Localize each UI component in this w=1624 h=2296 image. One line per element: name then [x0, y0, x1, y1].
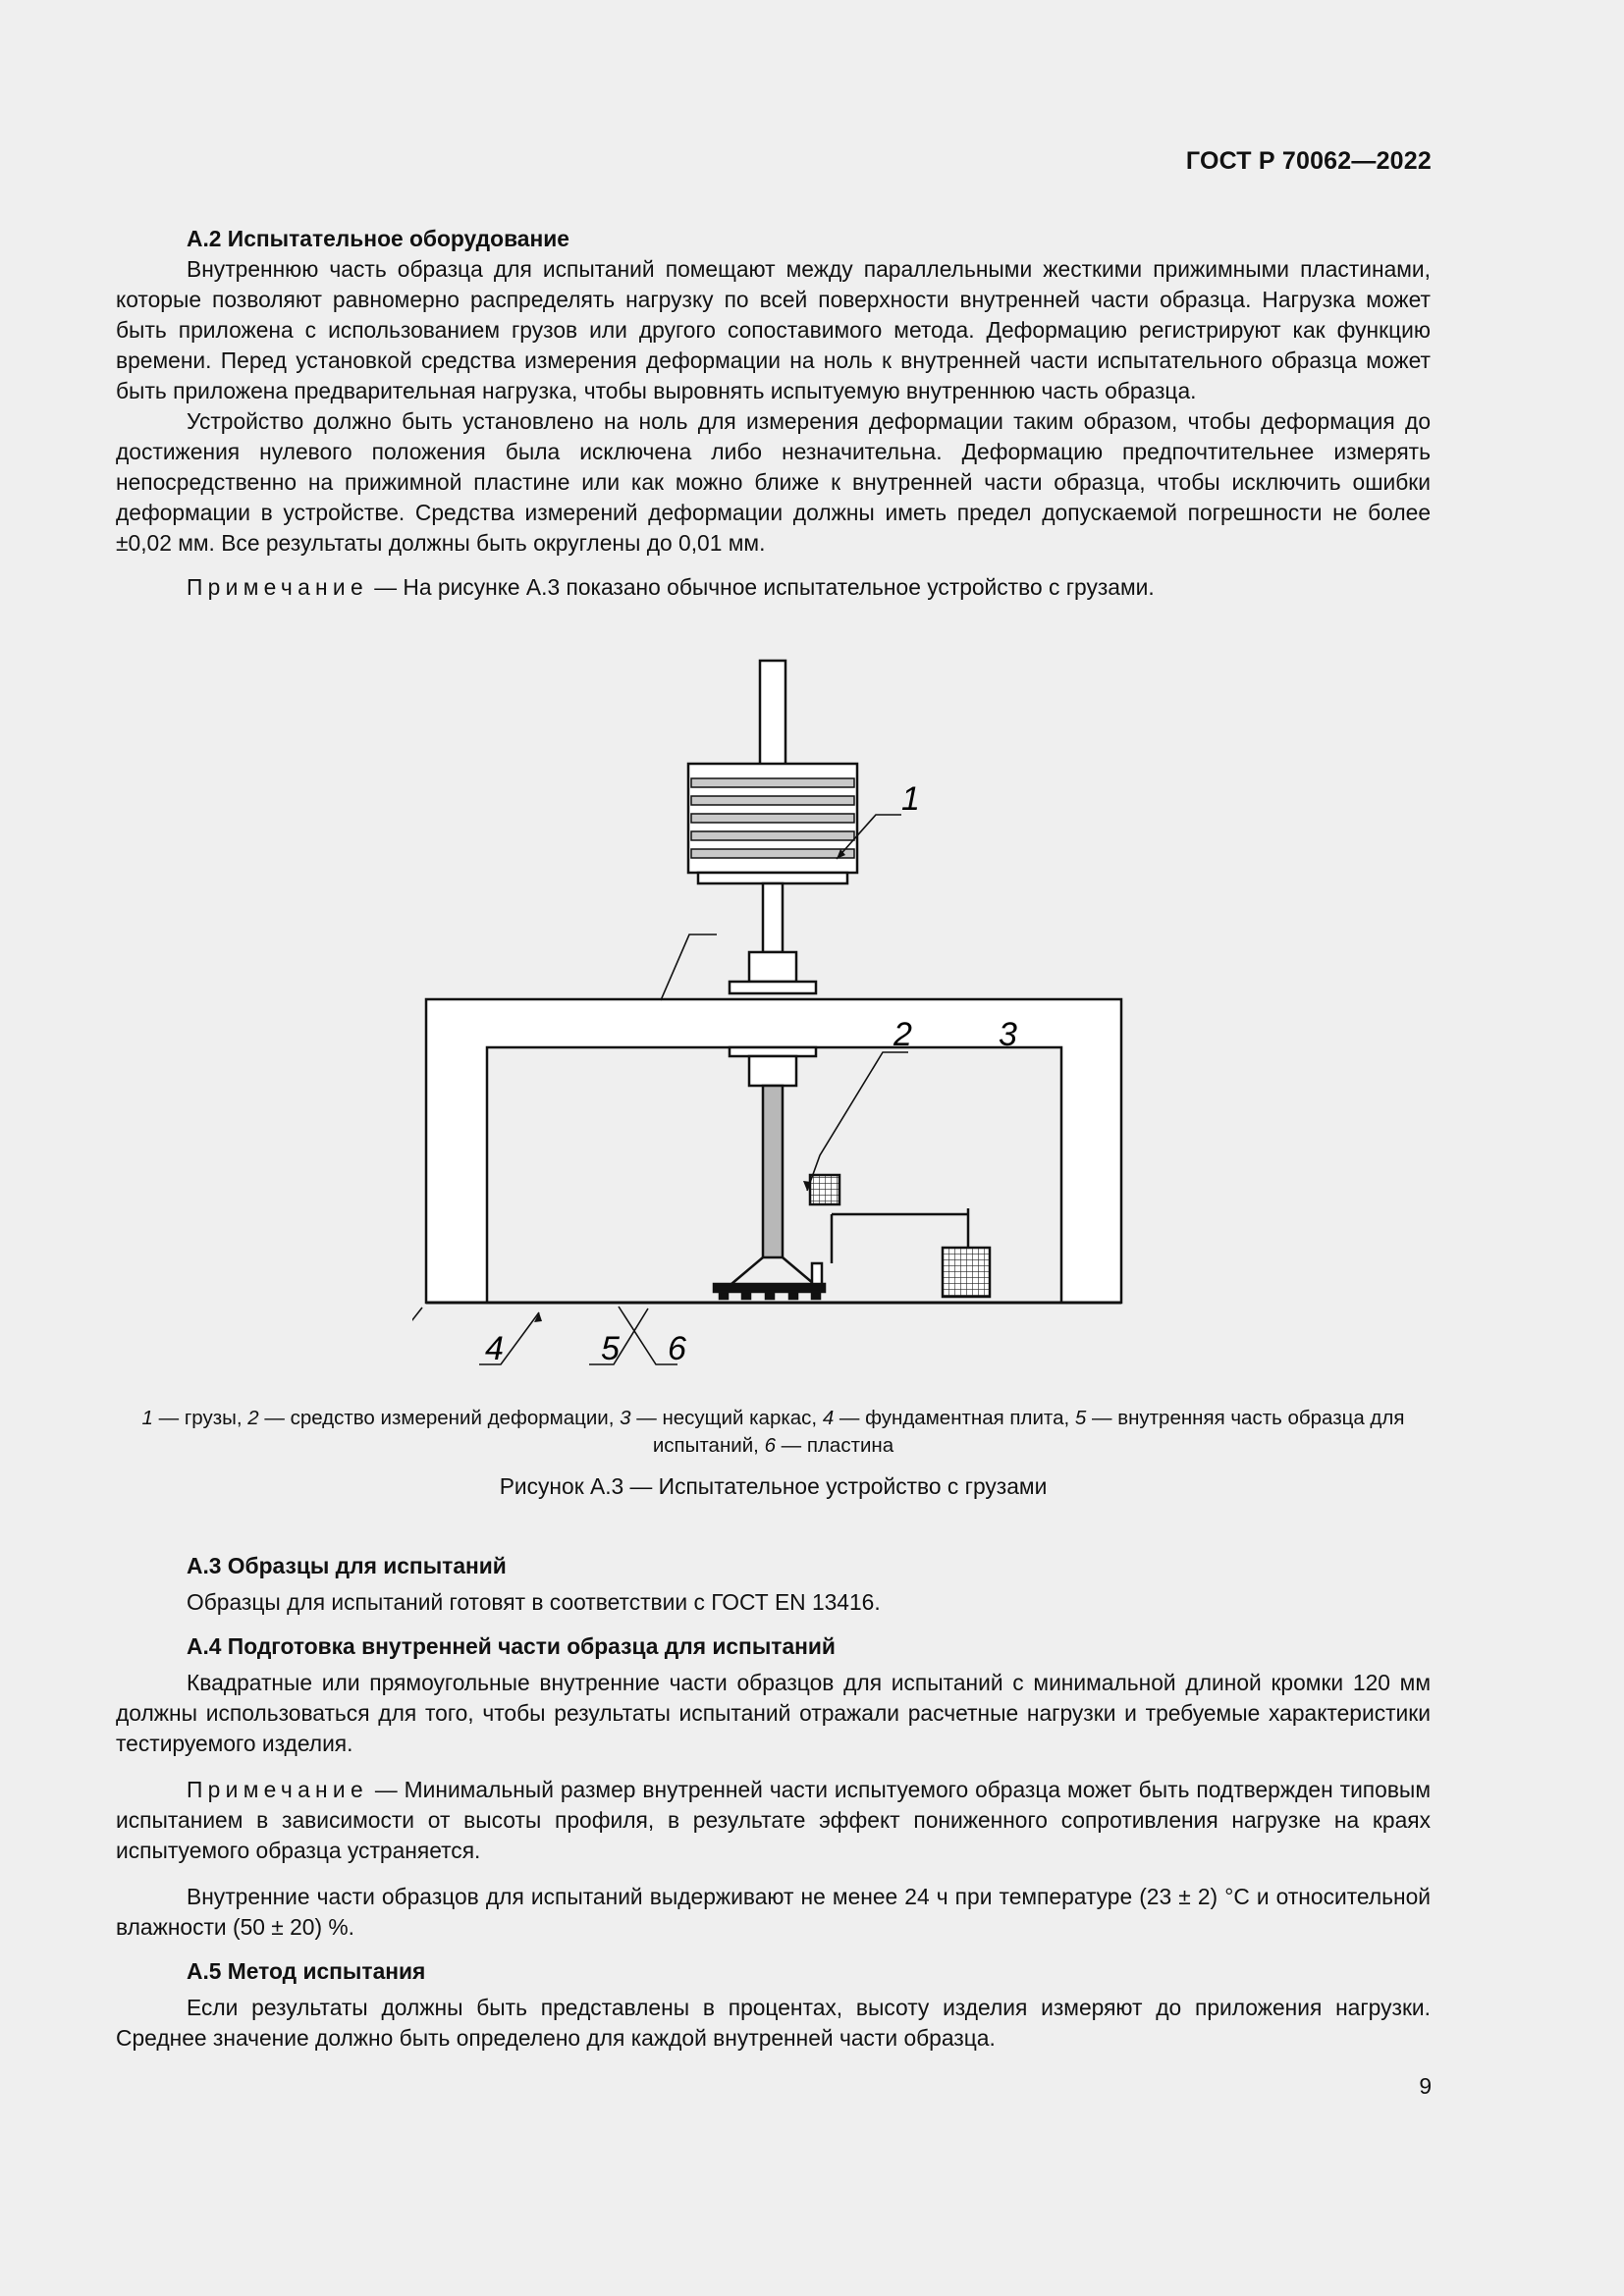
counterweight — [943, 1248, 990, 1297]
legend-num: 5 — [1074, 1407, 1087, 1429]
section-a4-title: А.4 Подготовка внутренней части образца для испытаний — [187, 1633, 836, 1659]
legend-num: 4 — [822, 1407, 835, 1429]
section-a5-paragraph-1: Если результаты должны быть представлены в процентах, высоту изделия измеряют до приложения нагрузки. Среднее значение должно быть определено для каждой внутренней части образца. — [116, 1995, 1431, 2051]
lower-rod — [763, 1086, 783, 1257]
upper-rod — [760, 661, 785, 772]
legend-num: 2 — [247, 1407, 259, 1429]
lower-coupling — [749, 1056, 796, 1086]
note-label: Примечание — [187, 1777, 368, 1802]
gauge-stem — [812, 1263, 822, 1284]
figure-label-1: 1 — [901, 780, 920, 818]
legend-num: 3 — [620, 1407, 631, 1429]
section-a2-title: А.2 Испытательное оборудование — [187, 226, 569, 251]
legend-num: 1 — [141, 1407, 153, 1429]
document-code: ГОСТ Р 70062—2022 — [1185, 147, 1432, 175]
legend-text: — грузы, — [152, 1407, 248, 1429]
section-a2-paragraph-2: Устройство должно быть установлено на ноль для измерения деформации таким образом, чтобы деформация до достижения нулевого положения была исключена либо незначительна. Деформацию предпочтительнее измерять непосредственно на прижимной пластине или как можно ближе к внутренней части образца, чтобы исключить ошибки деформации в устройстве. Средства измерений деформации должны иметь предел допускаемой погрешности не более ±0,02 мм. Все результаты должны быть округлены до 0,01 мм. — [116, 408, 1431, 556]
legend-text: — пластина — [775, 1434, 894, 1457]
deformation-gauge — [810, 1175, 839, 1204]
upper-coupling — [749, 952, 796, 982]
note-text: — На рисунке А.3 показано обычное испытательное устройство с грузами. — [367, 574, 1155, 600]
figure-legend — [116, 1405, 1431, 1460]
middle-rod — [763, 883, 783, 952]
sections-a3-a5 — [116, 1551, 1431, 2054]
upper-plate — [730, 982, 816, 993]
section-a3-title: А.3 Образцы для испытаний — [187, 1553, 507, 1578]
section-a3-paragraph-1: Образцы для испытаний готовят в соответствии с ГОСТ EN 13416. — [187, 1589, 881, 1615]
figure-label-4: 4 — [485, 1330, 504, 1367]
section-a4-note — [116, 1775, 1431, 1866]
section-a4-paragraph-1: Квадратные или прямоугольные внутренние части образцов для испытаний с минимальной длиной кромки 120 мм должны использоваться для того, чтобы результаты испытаний отражали расчетные нагрузки и требуемые характеристики тестируемого изделия. — [116, 1670, 1431, 1756]
legend-text: — внутренняя часть образца для испытаний, — [652, 1407, 1405, 1457]
figure-label-5: 5 — [601, 1330, 620, 1367]
section-a2-note — [116, 572, 1431, 603]
figure-label-6: 6 — [668, 1330, 686, 1367]
note-text: — Минимальный размер внутренней части испытуемого образца может быть подтвержден типовым испытанием в зависимости от высоты профиля, в результате эффект пониженного сопротивления нагрузке на краях испытуемого образца устраняется. — [116, 1777, 1431, 1863]
figure-caption: Рисунок А.3 — Испытательное устройство с грузами — [499, 1473, 1048, 1499]
legend-text: — фундаментная плита, — [834, 1407, 1075, 1429]
section-a2 — [116, 224, 1431, 603]
section-a4-paragraph-2: Внутренние части образцов для испытаний выдерживают не менее 24 ч при температуре (23 ± 2) °С и относительной влажности (50 ± 20) %. — [116, 1884, 1431, 1940]
section-a5-title: А.5 Метод испытания — [187, 1958, 426, 1984]
legend-num: 6 — [764, 1434, 776, 1457]
figure-a3-test-device — [412, 653, 1139, 1379]
figure-label-2: 2 — [893, 1016, 912, 1053]
figure-label-3: 3 — [999, 1016, 1017, 1053]
legend-text: — средство измерений деформации, — [258, 1407, 621, 1429]
page-number: 9 — [1419, 2073, 1432, 2099]
legend-text: — несущий каркас, — [630, 1407, 823, 1429]
section-a2-paragraph-1: Внутреннюю часть образца для испытаний помещают между параллельными жесткими прижимными пластинами, которые позволяют равномерно распределять нагрузку по всей поверхности внутренней части образца. Нагрузка может быть приложена с использованием грузов или другого сопоставимого метода. Деформацию регистрируют как функцию времени. Перед установкой средства измерения деформации на ноль к внутренней части испытательного образца может быть приложена предварительная нагрузка, чтобы выровнять испытуемую внутреннюю часть образца. — [116, 256, 1431, 403]
weights-stack — [688, 764, 857, 883]
note-label: Примечание — [187, 574, 368, 600]
